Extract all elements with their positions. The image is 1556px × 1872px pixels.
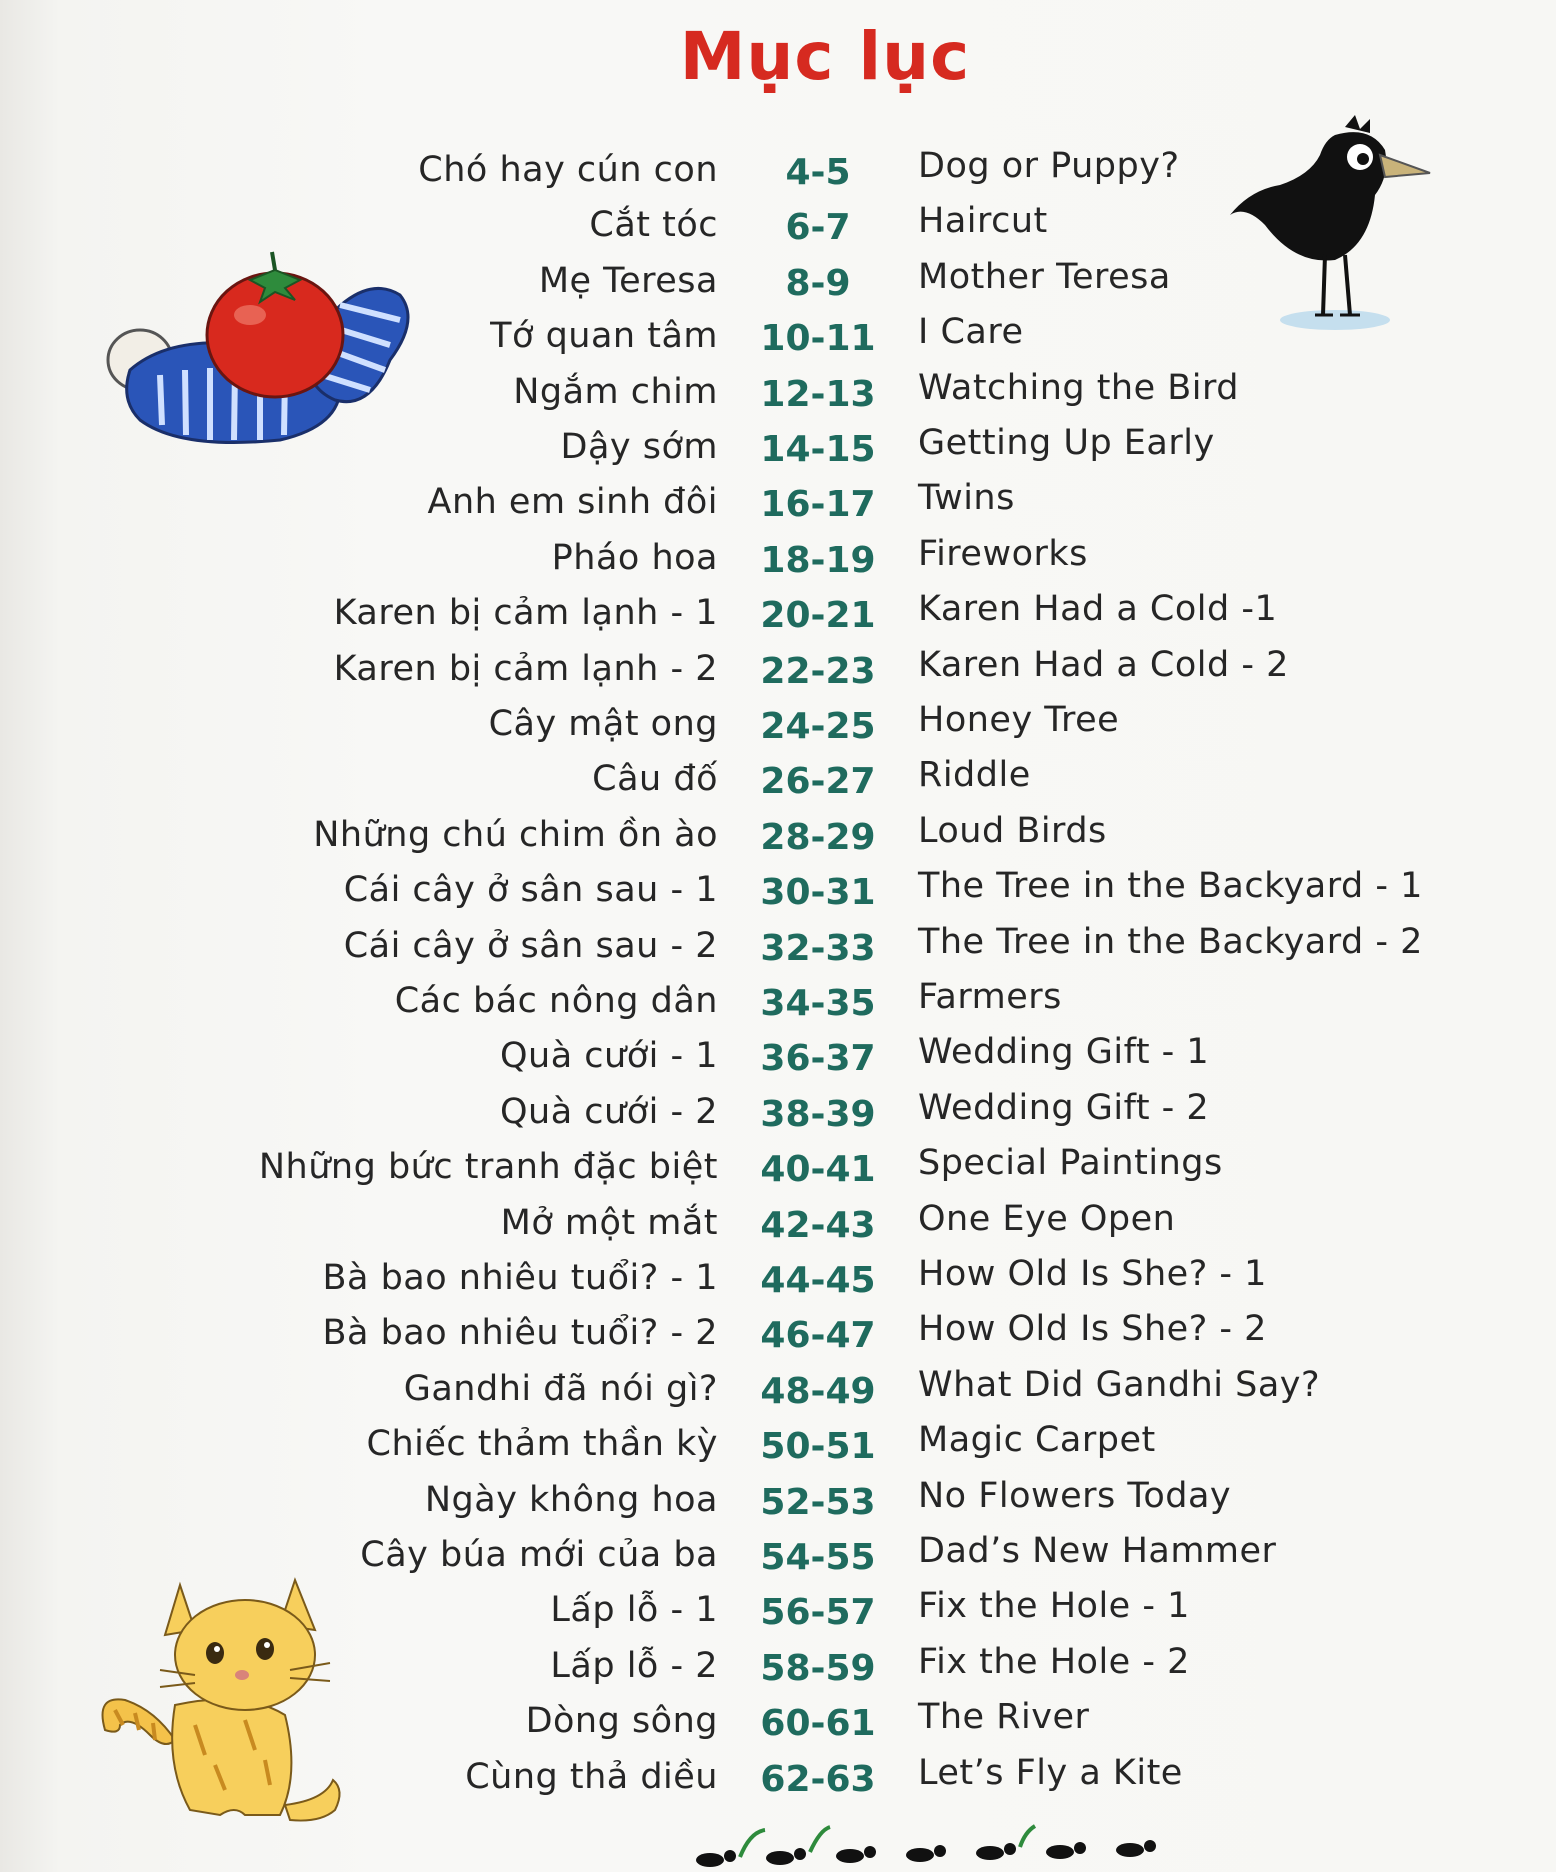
toc-page-range: 18-19	[760, 539, 876, 581]
toc-title-english: Fix the Hole - 2	[918, 1641, 1190, 1682]
toc-entry[interactable]	[0, 201, 1556, 260]
toc-title-vietnamese: Các bác nông dân	[394, 981, 718, 1021]
toc-title-english: I Care	[918, 312, 1024, 353]
toc-title-vietnamese: Cùng thả diều	[465, 1756, 718, 1797]
toc-title-vietnamese: Lấp lỗ - 2	[550, 1645, 718, 1686]
toc-title-vietnamese: Câu đố	[592, 759, 718, 800]
toc-title-vietnamese: Cây búa mới của ba	[360, 1535, 718, 1575]
toc-title-vietnamese: Dòng sông	[525, 1701, 718, 1742]
toc-page-range: 54-55	[760, 1537, 876, 1578]
toc-title-vietnamese: Cái cây ở sân sau - 2	[343, 925, 718, 966]
toc-page-range: 42-43	[760, 1204, 876, 1246]
toc-page-range: 24-25	[760, 706, 876, 747]
toc-title-vietnamese: Những bức tranh đặc biệt	[258, 1147, 718, 1188]
toc-page-range: 58-59	[760, 1647, 876, 1689]
toc-title-english: Getting Up Early	[918, 423, 1215, 463]
toc-title-english: Farmers	[918, 977, 1062, 1017]
toc-entry[interactable]	[0, 1032, 1556, 1091]
toc-page-range: 14-15	[760, 429, 876, 470]
toc-page-range: 38-39	[760, 1093, 876, 1135]
toc-title-english: Fireworks	[918, 533, 1088, 574]
toc-entry[interactable]	[0, 1641, 1556, 1701]
toc-title-english: Haircut	[918, 201, 1048, 242]
toc-title-vietnamese: Cây mật ong	[488, 704, 718, 744]
toc-title-english: Riddle	[918, 755, 1031, 796]
toc-entry[interactable]	[0, 146, 1556, 205]
toc-title-vietnamese: Cắt tóc	[589, 205, 718, 246]
toc-entry[interactable]	[0, 423, 1556, 482]
toc-title-vietnamese: Bà bao nhiêu tuổi? - 2	[322, 1313, 718, 1354]
toc-title-vietnamese: Karen bị cảm lạnh - 1	[333, 593, 718, 634]
toc-entry[interactable]	[0, 644, 1556, 704]
toc-page-range: 44-45	[760, 1260, 876, 1301]
toc-title-vietnamese: Quà cưới - 2	[499, 1091, 718, 1132]
toc-entry[interactable]	[0, 866, 1556, 925]
toc-page-range: 50-51	[760, 1426, 876, 1468]
toc-entry[interactable]	[0, 755, 1556, 814]
toc-entry[interactable]	[0, 977, 1556, 1036]
toc-page-range: 32-33	[760, 927, 876, 969]
toc-title-vietnamese: Dậy sớm	[560, 427, 718, 467]
toc-title-english: Fix the Hole - 1	[918, 1586, 1190, 1627]
toc-title-english: Wedding Gift - 1	[918, 1032, 1210, 1073]
toc-entry[interactable]	[0, 1254, 1556, 1313]
toc-entry[interactable]	[0, 1087, 1556, 1147]
toc-entry[interactable]	[0, 1752, 1556, 1812]
toc-page-range: 36-37	[760, 1038, 876, 1080]
toc-entry[interactable]	[0, 1198, 1556, 1258]
toc-title-vietnamese: Pháo hoa	[551, 537, 718, 578]
toc-page-range: 62-63	[760, 1758, 876, 1800]
toc-title-english: Karen Had a Cold - 2	[918, 644, 1289, 685]
toc-title-vietnamese: Ngắm chim	[513, 371, 718, 412]
toc-entry[interactable]	[0, 921, 1556, 981]
toc-title-vietnamese: Gandhi đã nói gì?	[403, 1368, 718, 1409]
toc-title-english: Karen Had a Cold -1	[918, 589, 1278, 630]
toc-page-range: 34-35	[760, 983, 876, 1024]
toc-title-english: Special Paintings	[918, 1143, 1223, 1184]
toc-title-english: How Old Is She? - 1	[918, 1254, 1267, 1294]
toc-title-vietnamese: Cái cây ở sân sau - 1	[343, 870, 718, 911]
toc-title-english: No Flowers Today	[918, 1475, 1232, 1516]
toc-title-english: Twins	[918, 478, 1015, 519]
toc-entry[interactable]	[0, 1475, 1556, 1535]
toc-title-vietnamese: Quà cưới - 1	[499, 1036, 718, 1077]
toc-entry[interactable]	[0, 1586, 1556, 1645]
toc-page-range: 60-61	[760, 1703, 876, 1745]
toc-title-vietnamese: Karen bị cảm lạnh - 2	[333, 648, 718, 689]
toc-title-vietnamese: Mẹ Teresa	[538, 260, 718, 301]
toc-title-english: Dog or Puppy?	[918, 146, 1180, 186]
toc-page-range: 10-11	[760, 318, 876, 360]
toc-title-english: How Old Is She? - 2	[918, 1309, 1267, 1350]
toc-title-vietnamese: Bà bao nhiêu tuổi? - 1	[322, 1258, 718, 1298]
toc-entry[interactable]	[0, 1420, 1556, 1479]
toc-entry[interactable]	[0, 1364, 1556, 1424]
toc-entry[interactable]	[0, 256, 1556, 316]
toc-title-vietnamese: Tớ quan tâm	[490, 316, 718, 357]
toc-title-english: The Tree in the Backyard - 2	[918, 921, 1423, 962]
toc-title-vietnamese: Lấp lỗ - 1	[550, 1590, 718, 1631]
toc-entry[interactable]	[0, 478, 1556, 537]
toc-entry[interactable]	[0, 312, 1556, 371]
toc-title-vietnamese: Mở một mắt	[500, 1202, 718, 1243]
toc-page-range: 8-9	[785, 262, 851, 304]
toc-page-range: 46-47	[760, 1315, 876, 1357]
toc-entry[interactable]	[0, 367, 1556, 427]
toc-entry[interactable]	[0, 1697, 1556, 1756]
toc-title-english: Dad’s New Hammer	[918, 1531, 1277, 1571]
toc-title-english: Magic Carpet	[918, 1420, 1156, 1461]
toc-title-english: Watching the Bird	[918, 367, 1240, 408]
toc-entry[interactable]	[0, 810, 1556, 870]
toc-page-range: 20-21	[760, 595, 876, 637]
toc-title-english: What Did Gandhi Say?	[918, 1364, 1321, 1405]
toc-page-range: 48-49	[760, 1370, 876, 1412]
toc-title-vietnamese: Chó hay cún con	[418, 150, 718, 190]
toc-title-vietnamese: Ngày không hoa	[424, 1479, 718, 1520]
toc-page-range: 52-53	[760, 1481, 876, 1523]
toc-entry[interactable]	[0, 533, 1556, 593]
toc-title-vietnamese: Anh em sinh đôi	[427, 482, 718, 523]
toc-title-english: The Tree in the Backyard - 1	[918, 866, 1423, 907]
toc-title-english: Wedding Gift - 2	[918, 1087, 1210, 1128]
toc-page-range: 16-17	[760, 484, 876, 526]
toc-title-english: Honey Tree	[918, 700, 1120, 740]
toc-page-range: 26-27	[760, 761, 876, 803]
toc-entry[interactable]	[0, 589, 1556, 648]
toc-page-range: 28-29	[760, 816, 876, 858]
toc-page-range: 30-31	[760, 872, 876, 914]
toc-title-english: The River	[918, 1697, 1090, 1738]
toc-entry[interactable]	[0, 700, 1556, 759]
toc-entry[interactable]	[0, 1143, 1556, 1202]
toc-entry[interactable]	[0, 1531, 1556, 1590]
toc-entry[interactable]	[0, 1309, 1556, 1368]
toc-title-english: Mother Teresa	[918, 256, 1171, 297]
toc-page-range: 22-23	[760, 650, 876, 692]
toc-page-range: 4-5	[785, 152, 851, 193]
toc-title-english: One Eye Open	[918, 1198, 1176, 1239]
page-title: Mục lục	[679, 18, 971, 95]
toc-page-range: 12-13	[760, 373, 876, 415]
toc-page-range: 56-57	[760, 1592, 876, 1634]
toc-page-range: 6-7	[785, 207, 851, 249]
toc-title-vietnamese: Chiếc thảm thần kỳ	[366, 1424, 718, 1465]
toc-title-english: Let’s Fly a Kite	[918, 1752, 1183, 1793]
ants-illustration	[680, 1822, 1200, 1870]
toc-title-english: Loud Birds	[918, 810, 1107, 851]
toc-title-vietnamese: Những chú chim ồn ào	[313, 814, 718, 855]
toc-page-range: 40-41	[760, 1149, 876, 1191]
